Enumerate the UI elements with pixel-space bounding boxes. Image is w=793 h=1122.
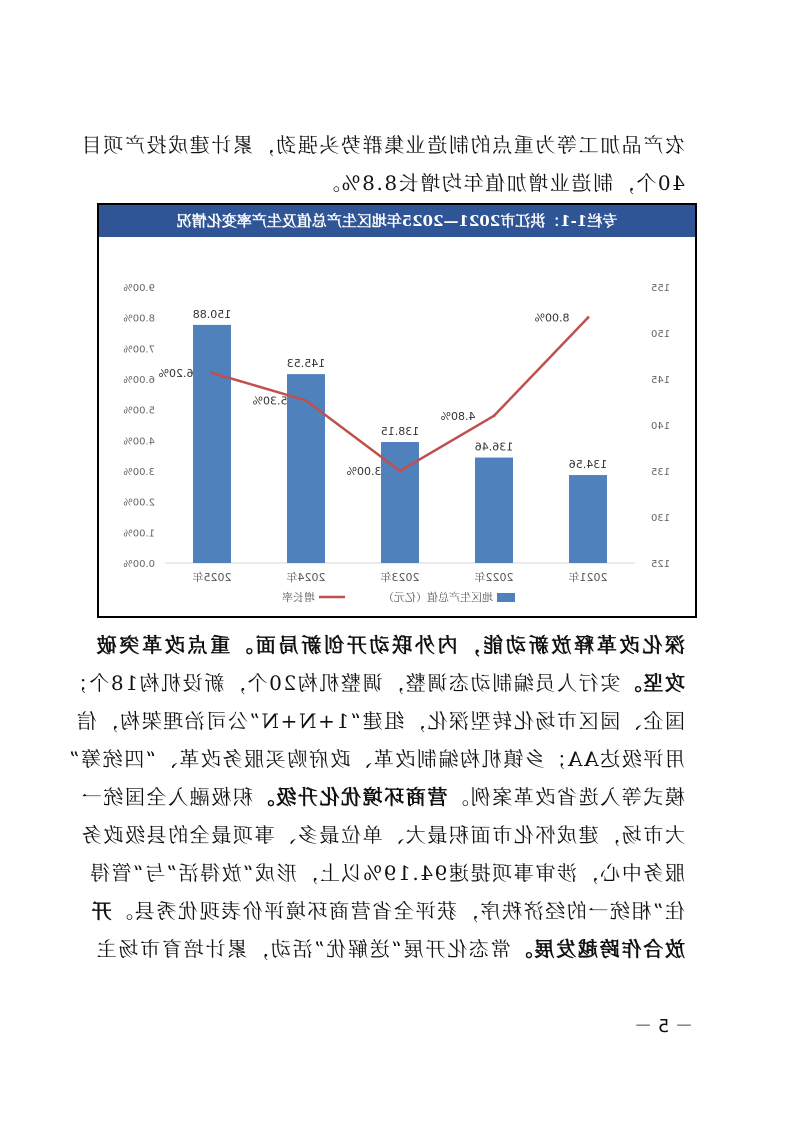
- bold-text: 开: [89, 899, 112, 923]
- body-text: 40个，制造业增加值年均增长8.8%。: [318, 171, 685, 195]
- bar: [193, 325, 231, 563]
- body-text: 住”相统一的经济秩序，获评全省营商环境评价表现优秀县。: [111, 899, 685, 923]
- bold-text: 营商环境优化升级。: [252, 785, 448, 809]
- right-axis-tick-label: 2.00%: [123, 497, 155, 509]
- text-line: [89, 896, 685, 926]
- left-axis-tick-label: 140: [651, 421, 671, 432]
- bar: [569, 475, 607, 563]
- bar-value-label: 134.56: [568, 458, 608, 472]
- body-text: 模式等入选省改革案例。: [447, 785, 685, 809]
- right-axis-tick-label: 9.00%: [123, 283, 155, 294]
- gdp-chart: [99, 237, 695, 617]
- text-line: [80, 130, 685, 160]
- left-axis-tick-label: 155: [651, 283, 671, 294]
- growth-rate-point: [587, 316, 590, 319]
- right-axis-tick-label: 0.00%: [123, 559, 155, 570]
- right-axis-tick-label: 3.00%: [123, 467, 155, 478]
- bar-value-label: 136.46: [474, 440, 514, 454]
- left-axis-tick-label: 135: [651, 467, 671, 478]
- body-text: 常态化开展“送解优”活动，累计培育市场主: [95, 937, 511, 961]
- growth-rate-point: [211, 371, 214, 374]
- bar: [287, 374, 325, 563]
- legend-label-rate: 增长率: [282, 591, 315, 604]
- left-axis-tick-label: 130: [651, 513, 671, 524]
- growth-rate-label: 5.30%: [252, 394, 288, 408]
- growth-rate-label: 8.00%: [534, 311, 570, 325]
- growth-rate-label: 6.20%: [158, 366, 194, 380]
- body-text: 大市场，建成怀化市面积最大、单位最多、事项最全的县级政务: [80, 823, 685, 847]
- left-axis-tick-label: 125: [651, 559, 671, 570]
- x-tick-label: 2021年: [568, 571, 608, 584]
- left-axis-tick-label: 150: [651, 329, 671, 340]
- x-tick-label: 2022年: [474, 571, 514, 584]
- body-text: 国企、园区市场化转型深化，组建“1+N+N”公司治理架构，信: [75, 709, 685, 733]
- bar-value-label: 150.88: [192, 307, 232, 321]
- text-line: [88, 858, 685, 888]
- x-tick-label: 2025年: [192, 571, 232, 584]
- page-number: － 5 －: [634, 1016, 693, 1037]
- growth-rate-point: [399, 470, 402, 473]
- body-text: 实行人员编制动态调整，调整机构20个，新设机构18个；: [66, 671, 621, 695]
- bar-value-label: 145.53: [286, 357, 326, 371]
- x-tick-label: 2024年: [286, 571, 326, 584]
- bar: [475, 458, 513, 563]
- text-line: [95, 934, 685, 964]
- text-line: [80, 782, 685, 812]
- text-line: [66, 668, 685, 698]
- bold-text: 放合作跨越发展。: [510, 937, 685, 961]
- growth-rate-point: [493, 414, 496, 417]
- right-axis-tick-label: 6.00%: [123, 375, 155, 386]
- body-text: 服务中心，涉审事项提速94.19%以上，形成“放得活”与“管得: [88, 861, 685, 885]
- growth-rate-label: 3.00%: [346, 465, 382, 478]
- right-axis-tick-label: 1.00%: [123, 528, 155, 540]
- right-axis-tick-label: 8.00%: [123, 313, 155, 325]
- growth-rate-label: 4.80%: [440, 409, 476, 423]
- body-text: 农产品加工等为重点的制造业集群势头强劲，累计建成投产项目: [80, 133, 685, 157]
- chart-panel: [97, 203, 697, 618]
- bold-text: 深化改革释放新动能，内外联动开创新局面。重点改革突破: [95, 633, 685, 657]
- text-line: [67, 744, 685, 774]
- body-text: 用评级达AA；乡镇机构编制改革、政府购买服务改革、“四统筹”: [67, 747, 685, 771]
- growth-rate-point: [305, 399, 308, 402]
- left-axis-tick-label: 145: [651, 375, 671, 386]
- text-line: [75, 706, 685, 736]
- body-text: 积极融入全国统一: [80, 785, 253, 809]
- bar-value-label: 138.15: [380, 425, 420, 439]
- chart-title: 专栏1-1：洪江市2021—2025年地区生产总值及生产率变化情况: [99, 205, 695, 237]
- text-line: [95, 168, 685, 198]
- legend-label-gdp: 地区生产总值（亿元）: [383, 591, 493, 604]
- right-axis-tick-label: 5.00%: [123, 405, 155, 417]
- legend-swatch-gdp: [497, 593, 515, 602]
- text-line: [95, 630, 685, 660]
- text-line: [80, 820, 685, 850]
- x-tick-label: 2023年: [380, 571, 420, 584]
- bold-text: 攻坚。: [620, 671, 685, 695]
- right-axis-tick-label: 7.00%: [123, 344, 155, 356]
- right-axis-tick-label: 4.00%: [123, 436, 155, 448]
